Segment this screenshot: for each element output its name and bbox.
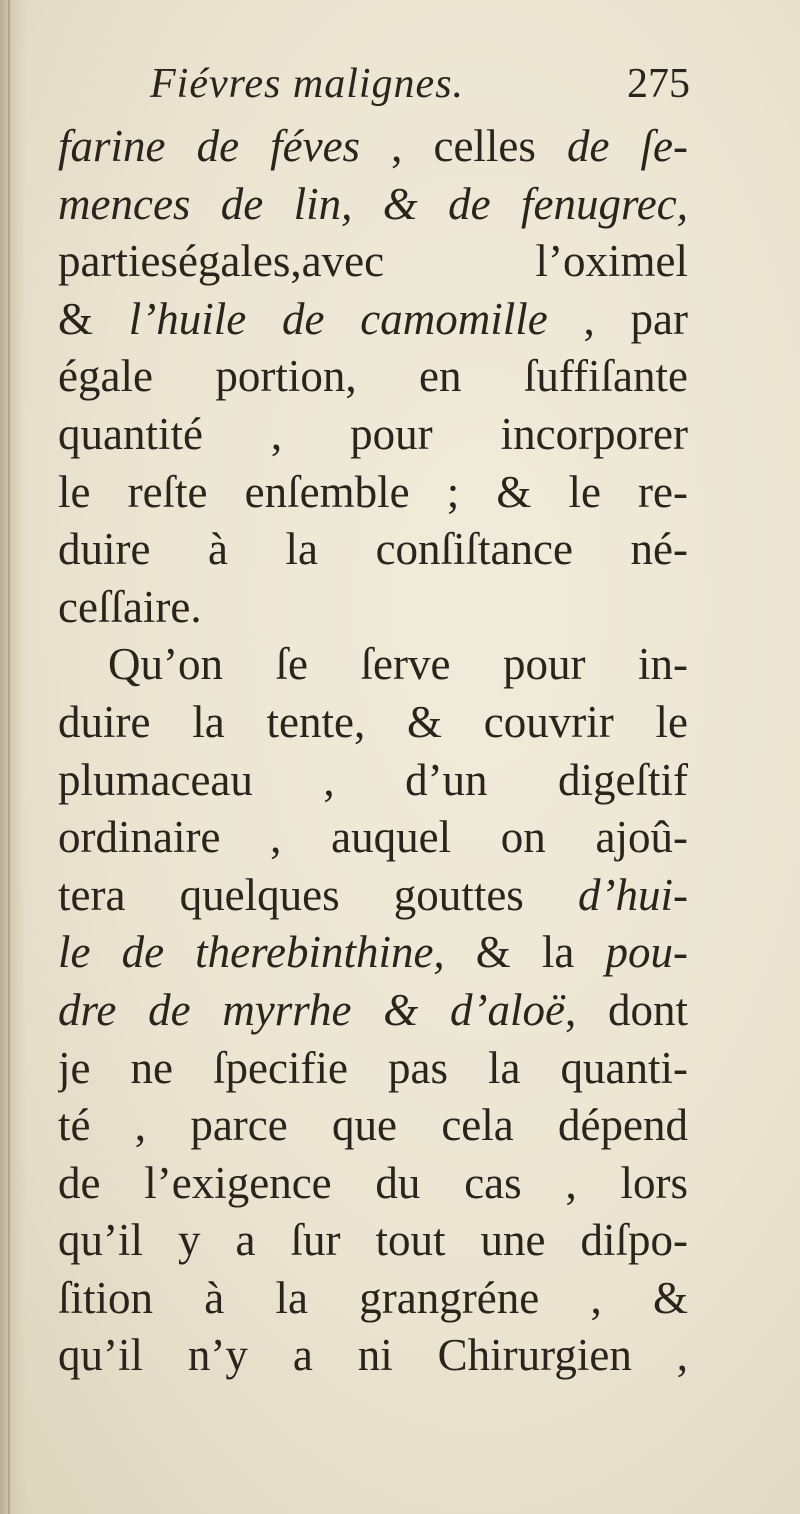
text-line	[58, 636, 688, 694]
text-line	[58, 694, 688, 752]
text-line	[58, 982, 688, 1040]
text-line	[58, 176, 688, 234]
roman-segment: ordinaire , auquel on ajoû-	[58, 812, 688, 863]
roman-segment: qu’il n’y a ni Chirurgien ,	[58, 1330, 688, 1381]
roman-segment: quantité , pour incorporer	[58, 408, 688, 459]
page-gutter-shadow	[0, 0, 26, 1514]
text-line	[58, 291, 688, 349]
roman-segment: plumaceau , d’un digeſtif	[58, 754, 688, 805]
text-line	[58, 521, 688, 579]
text-line	[58, 1270, 688, 1328]
italic-segment: l’huile de camomille	[128, 293, 548, 344]
text-line	[58, 464, 688, 522]
page-number: 275	[627, 61, 690, 107]
roman-segment: , par	[547, 293, 688, 344]
text-line	[58, 752, 688, 810]
body-text	[58, 118, 688, 1385]
roman-segment: je ne ſpecifie pas la quanti-	[58, 1042, 688, 1093]
text-line	[58, 406, 688, 464]
text-line	[58, 1040, 688, 1098]
roman-segment: ſition à la grangréne , &	[58, 1272, 688, 1323]
roman-segment: tera quelques gouttes	[58, 869, 579, 920]
text-line	[58, 924, 688, 982]
italic-segment: d’hui-	[578, 869, 688, 920]
text-line	[58, 1327, 688, 1385]
roman-segment: duire la tente, & couvrir le	[58, 696, 688, 747]
roman-segment: qu’il y a ſur tout une diſpo-	[58, 1215, 688, 1266]
italic-segment: mences de lin, & de fenugrec,	[58, 178, 688, 229]
roman-segment: ceſſaire.	[58, 581, 202, 632]
roman-segment: duire à la conſiſtance né-	[58, 524, 688, 575]
text-line	[58, 118, 688, 176]
text-line	[58, 1097, 688, 1155]
text-line	[58, 867, 688, 925]
italic-segment: dre de myrrhe & d’aloë	[58, 984, 565, 1035]
italic-segment: le de therebinthine,	[58, 927, 445, 978]
roman-segment: , celles	[360, 121, 567, 171]
italic-segment: farine de féves	[58, 121, 361, 171]
text-line	[58, 233, 688, 291]
roman-segment: & la	[444, 927, 606, 978]
text-line	[58, 1212, 688, 1270]
roman-segment: le reſte enſemble ; & le re-	[58, 466, 688, 517]
text-line	[58, 809, 688, 867]
roman-segment: de l’exigence du cas , lors	[58, 1157, 688, 1208]
roman-segment: &	[58, 293, 129, 344]
text-line	[58, 348, 688, 406]
running-title: Fiévres malignes.	[150, 61, 465, 107]
page-header	[150, 60, 690, 120]
roman-segment: té , parce que cela dépend	[58, 1100, 688, 1151]
roman-segment: Qu’on ſe ſerve pour in-	[108, 639, 688, 690]
roman-segment: égale portion, en ſuffiſante	[58, 351, 688, 402]
text-line	[58, 579, 688, 637]
roman-segment: partieségales,avec l’oximel	[58, 236, 688, 287]
roman-segment: , dont	[564, 984, 688, 1035]
binding-edge	[8, 0, 10, 1514]
italic-segment: de ſe-	[566, 121, 688, 171]
text-line	[58, 1155, 688, 1213]
italic-segment: pou-	[605, 927, 688, 978]
